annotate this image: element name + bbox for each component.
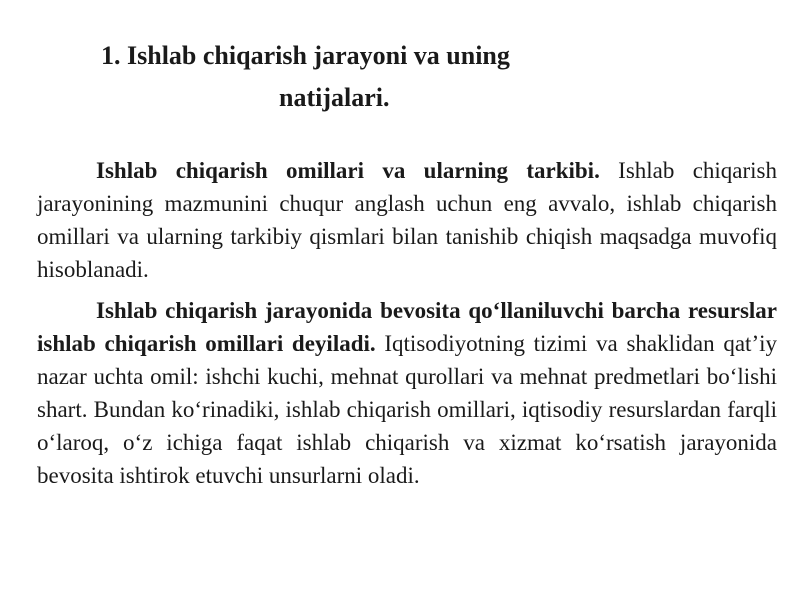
- paragraph-2: [37, 294, 777, 492]
- title-line-1: 1. Ishlab chiqarish jarayoni va uning: [101, 41, 510, 70]
- paragraph-1-text: Ishlab chiqarish jarayonining mazmunini chuqur anglash uchun eng avvalo, ishlab chiqarish omillari va ularning tarkibiy qismlari bilan tanishib chiqish maqsadga muvofiq hisoblanadi.: [37, 158, 778, 282]
- body-text: [37, 154, 777, 500]
- title-line-2: natijalari.: [279, 83, 390, 112]
- paragraph-2-text: Iqtisodiyotning tizimi va shaklidan qat’iy nazar uchta omil: ishchi kuchi, mehnat qurollari va mehnat predmetlari bo‘lishi shart. Bundan ko‘rinadiki, ishlab chiqarish omillari, iqtisodiy resurslardan farqli o‘laroq, o‘z ichiga faqat ishlab chiqarish va xizmat ko‘rsatish jarayonida bevosita ishtirok etuvchi unsurlarni oladi.: [37, 331, 777, 488]
- paragraph-1-bold-lead: Ishlab chiqarish omillari va ularning tarkibi.: [96, 158, 600, 183]
- paragraph-1: [37, 154, 777, 286]
- paragraph-2-bold-lead: Ishlab chiqarish jarayonida bevosita qo‘llaniluvchi barcha resurslar ishlab chiqarish omillari deyiladi.: [37, 298, 777, 356]
